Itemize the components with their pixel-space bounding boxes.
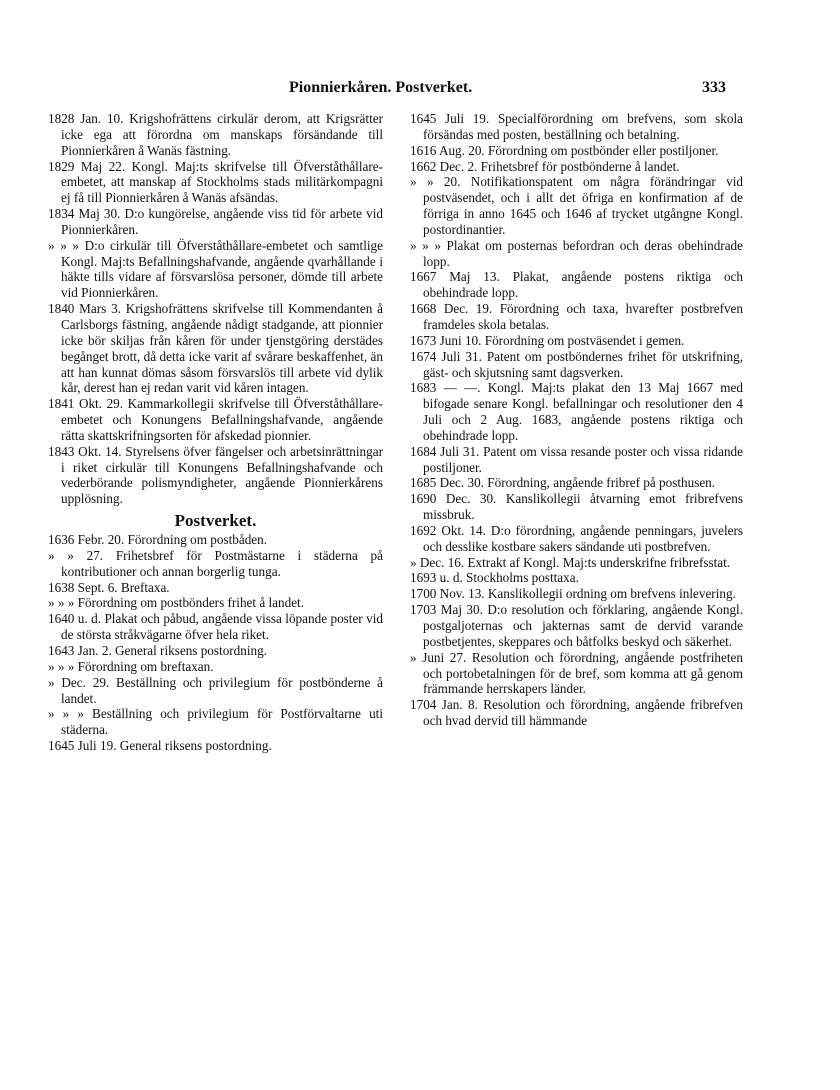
chronology-entry: » Juni 27. Resolution och förordning, angående postfriheten och portobetalningen för de bref, som komma att gå genom främmande herrskapers länder. (410, 649, 743, 697)
chronology-entry: 1843 Okt. 14. Styrelsens öfver fängelser och arbetsinrättningar i riket cirkulär till Konungens Befallningshafvande och vederbörande polismyndigheter, angående Pionnierkårens upplösning. (48, 443, 383, 507)
chronology-entry: 1645 Juli 19. Specialförordning om brefvens, som skola försändas med posten, beställning och betalning. (410, 111, 743, 142)
right-column (410, 111, 743, 729)
chronology-entry: » Dec. 16. Extrakt af Kongl. Maj:ts underskrifne fribrefsstat. (410, 554, 731, 570)
chronology-entry: 1674 Juli 31. Patent om postböndernes frihet för utskrifning, gäst- och skjutsning samt dagsverken. (410, 348, 743, 380)
chronology-entry: 1841 Okt. 29. Kammarkollegii skrifvelse till Öfverståthållare-embetet och Konungens Befallningshafvande, angående rätta skattskrifningsorten för afskedad pionnier. (48, 396, 383, 443)
chronology-entry: 1638 Sept. 6. Breftaxa. (48, 579, 170, 595)
chronology-entry: 1668 Dec. 19. Förordning och taxa, hvarefter postbrefven framdeles skola betalas. (410, 301, 743, 332)
chronology-entry: 1640 u. d. Plakat och påbud, angående vissa löpande poster vid de största stråkvägarne öfver hela riket. (48, 611, 383, 643)
chronology-entry: 1692 Okt. 14. D:o förordning, angående penningars, juvelers och desslike kostbare sakers sändande uti postbrefven. (410, 522, 743, 554)
chronology-entry: » Dec. 29. Beställning och privilegium för postbönderne å landet. (48, 674, 383, 706)
chronology-entry: 1828 Jan. 10. Krigshofrättens cirkulär derom, att Krigsrätter icke ega att förordna om manskaps försändande till Pionnierkåren å Wanäs fästning. (48, 111, 383, 158)
postverket-entries (48, 532, 383, 754)
left-column (48, 111, 383, 754)
chronology-entry: 1685 Dec. 30. Förordning, angående fribref på posthusen. (410, 475, 716, 491)
chronology-entry: 1704 Jan. 8. Resolution och förordning, angående fribrefven och hvad dervid till hämmande (410, 697, 743, 729)
chronology-entry: 1662 Dec. 2. Frihetsbref för postbönderne å landet. (410, 158, 680, 174)
chronology-entry: 1684 Juli 31. Patent om vissa resande poster och vissa ridande postiljoner. (410, 443, 743, 475)
chronology-entry: 1673 Juni 10. Förordning om postväsendet i gemen. (410, 332, 685, 348)
chronology-entry: 1693 u. d. Stockholms posttaxa. (410, 570, 579, 586)
chronology-entry: 1829 Maj 22. Kongl. Maj:ts skrifvelse till Öfverståthållare-embetet, att manskap af Stockholms stads militärkompagni ej få till Pionnierkåren å Wanäs afsändas. (48, 158, 383, 206)
chronology-entry: » » » D:o cirkulär till Öfverståthållare-embetet och samtlige Kongl. Maj:ts Befallningshafvande, angående qvarhållande i häkte tills vidare af försvarslösa personer, dömde till arbete vid Pionnierkåren. (48, 237, 383, 301)
chronology-entry: 1700 Nov. 13. Kanslikollegii ordning om brefvens inlevering. (410, 586, 736, 602)
chronology-entry: 1834 Maj 30. D:o kungörelse, angående viss tid för arbete vid Pionnierkåren. (48, 206, 383, 237)
chronology-entry: » » » Förordning om breftaxan. (48, 658, 214, 674)
postverket-entries-continued (410, 111, 743, 729)
chronology-entry: 1840 Mars 3. Krigshofrättens skrifvelse till Kommendanten å Carlsborgs fästning, angående nådigt stadgande, att pionnier icke bör skiljas från kåren för under tjenstgöring derstädes begånget brott, då detta icke varit af svårare beskaffenhet, än att han kunnat dömas såsom försvarslös till arbete vid dylik kår, derest han ej redan varit vid kåren intagen. (48, 301, 383, 396)
chronology-entry: » » 27. Frihetsbref för Postmästarne i städerna på kontributioner och annan borgerlig tunga. (48, 547, 383, 579)
chronology-entry: 1636 Febr. 20. Förordning om postbåden. (48, 532, 268, 548)
chronology-entry: 1683 — —. Kongl. Maj:ts plakat den 13 Maj 1667 med bifogade senare Kongl. befallningar och resolutioner den 4 Juli och 2 Aug. 1683, angående postens riktiga och obehindrade lopp. (410, 380, 743, 443)
chronology-entry: 1690 Dec. 30. Kanslikollegii åtvarning emot fribrefvens missbruk. (410, 491, 743, 523)
chronology-entry: 1643 Jan. 2. General riksens postordning. (48, 643, 268, 658)
page-number: 333 (702, 79, 726, 96)
running-title: Pionnierkåren. Postverket. (289, 79, 473, 96)
chronology-entry: » » » Plakat om posternas befordran och deras obehindrade lopp. (410, 237, 743, 269)
chronology-entry: » » 20. Notifikationspatent om några förändringar vid postväsendet, och i allt det öfriga en konfirmation af de förriga in anno 1645 och 1646 af trycket utgångne Kongl. postordinantier. (410, 174, 743, 237)
pionnierkaren-entries (48, 111, 383, 507)
section-heading-postverket: Postverket. (174, 511, 257, 531)
page-header (0, 79, 840, 103)
chronology-entry: 1703 Maj 30. D:o resolution och förklaring, angående Kongl. postgaljoternas och jakternas samt de dervid varande postbetjentes, skeppares och båtfolks beskyd och säkerhet. (410, 602, 743, 649)
chronology-entry: 1645 Juli 19. General riksens postordning. (48, 738, 272, 754)
chronology-entry: 1667 Maj 13. Plakat, angående postens riktiga och obehindrade lopp. (410, 269, 743, 301)
chronology-entry: » » » Förordning om postbönders frihet å landet. (48, 595, 305, 611)
chronology-entry: » » » Beställning och privilegium för Postförvaltarne uti städerna. (48, 706, 383, 738)
chronology-entry: 1616 Aug. 20. Förordning om postbönder eller postiljoner. (410, 142, 719, 158)
